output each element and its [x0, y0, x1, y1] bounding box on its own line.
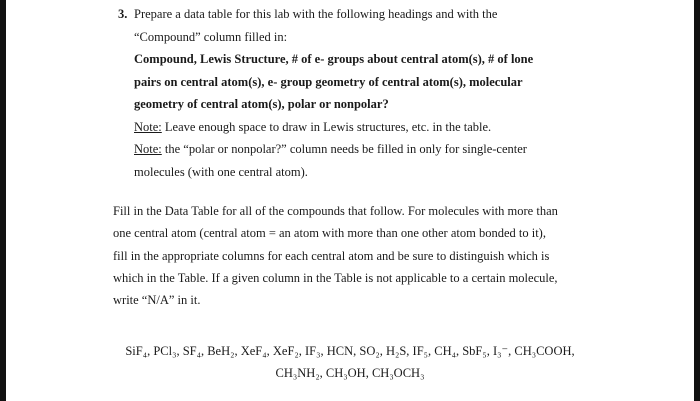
instructions-line: which in the Table. If a given column in the Table is not applicable to a certain molecule,	[113, 270, 558, 285]
note-1	[134, 116, 604, 139]
instructions-line: fill in the appropriate columns for each central atom and be sure to distinguish which is	[113, 248, 550, 263]
instructions-line: Fill in the Data Table for all of the compounds that follow. For molecules with more than	[113, 204, 558, 218]
headings-line-3: geometry of central atom(s), polar or nonpolar?	[134, 97, 389, 111]
compound-list-line-1: SiF₄, PCl₃, SF₄, BeH₂, XeF₄, XeF₂, IF₃, HCN, SO₂, H₂S, IF₅, CH₄, SbF₅, I₃⁻, CH₃COOH,	[125, 344, 575, 358]
compound-list-line-2: CH₃NH₂, CH₃OH, CH₃OCH₃	[275, 366, 425, 380]
note-2-continued: molecules (with one central atom).	[134, 164, 308, 179]
document-page	[6, 0, 694, 401]
question-3	[118, 3, 604, 183]
note-1-text: Leave enough space to draw in Lewis structures, etc. in the table.	[161, 119, 492, 134]
note-label: Note:	[134, 142, 162, 156]
note-2	[134, 138, 604, 161]
note-2-text: the “polar or nonpolar?” column needs be filled in only for single-center	[161, 142, 527, 156]
question-line-2: “Compound” column filled in:	[134, 29, 288, 44]
note-label: Note:	[134, 119, 162, 134]
right-frame-edge	[694, 0, 700, 401]
headings-line-1: Compound, Lewis Structure, # of e- groups about central atom(s), # of lone	[134, 52, 534, 66]
instructions-line: one central atom (central atom = an atom with more than one other atom bonded to it),	[113, 226, 546, 241]
question-line-1: Prepare a data table for this lab with the following headings and with the	[134, 7, 498, 21]
instructions-paragraph	[113, 200, 608, 311]
headings-line-2: pairs on central atom(s), e- group geometry of central atom(s), molecular	[134, 74, 523, 89]
instructions-line: write “N/A” in it.	[113, 293, 201, 308]
question-number: 3.	[118, 7, 128, 21]
